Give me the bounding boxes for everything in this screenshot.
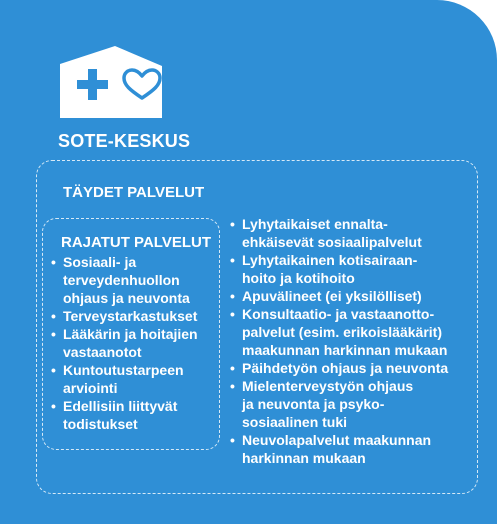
list-item: • Lyhytaikaiset ennalta- ehkäisevät sosiaalipalvelut [230,215,488,251]
list-item: • Konsultaatio- ja vastaanotto- palvelut (esim. erikoislääkärit) maakunnan harkinnan mukaan [230,305,488,359]
house-icon [60,46,162,118]
page-title: SOTE-KESKUS [58,131,191,151]
list-item: • Apuvälineet (ei yksilölliset) [230,287,488,305]
list-item: • Päihdetyön ohjaus ja neuvonta [230,359,488,377]
list-item: • Lyhytaikainen kotisairaan- hoito ja kotihoito [230,251,488,287]
list-item: • Kuntoutustarpeen arviointi [51,361,226,397]
list-item: • Lääkärin ja hoitajien vastaanotot [51,325,226,361]
list-item: • Terveystarkastukset [51,307,226,325]
list-item: • Neuvolapalvelut maakunnan harkinnan mukaan [230,431,488,467]
full-services-list [230,215,488,467]
limited-services-title: RAJATUT PALVELUT [61,234,211,251]
list-item: • Mielenterveystyön ohjaus ja neuvonta ja psyko- sosiaalinen tuki [230,377,488,431]
list-item: • Edellisiin liittyvät todistukset [51,397,226,433]
list-item: • Sosiaali- ja terveydenhuollon ohjaus ja neuvonta [51,253,226,307]
full-services-title: TÄYDET PALVELUT [63,184,205,201]
limited-services-list [51,253,226,433]
